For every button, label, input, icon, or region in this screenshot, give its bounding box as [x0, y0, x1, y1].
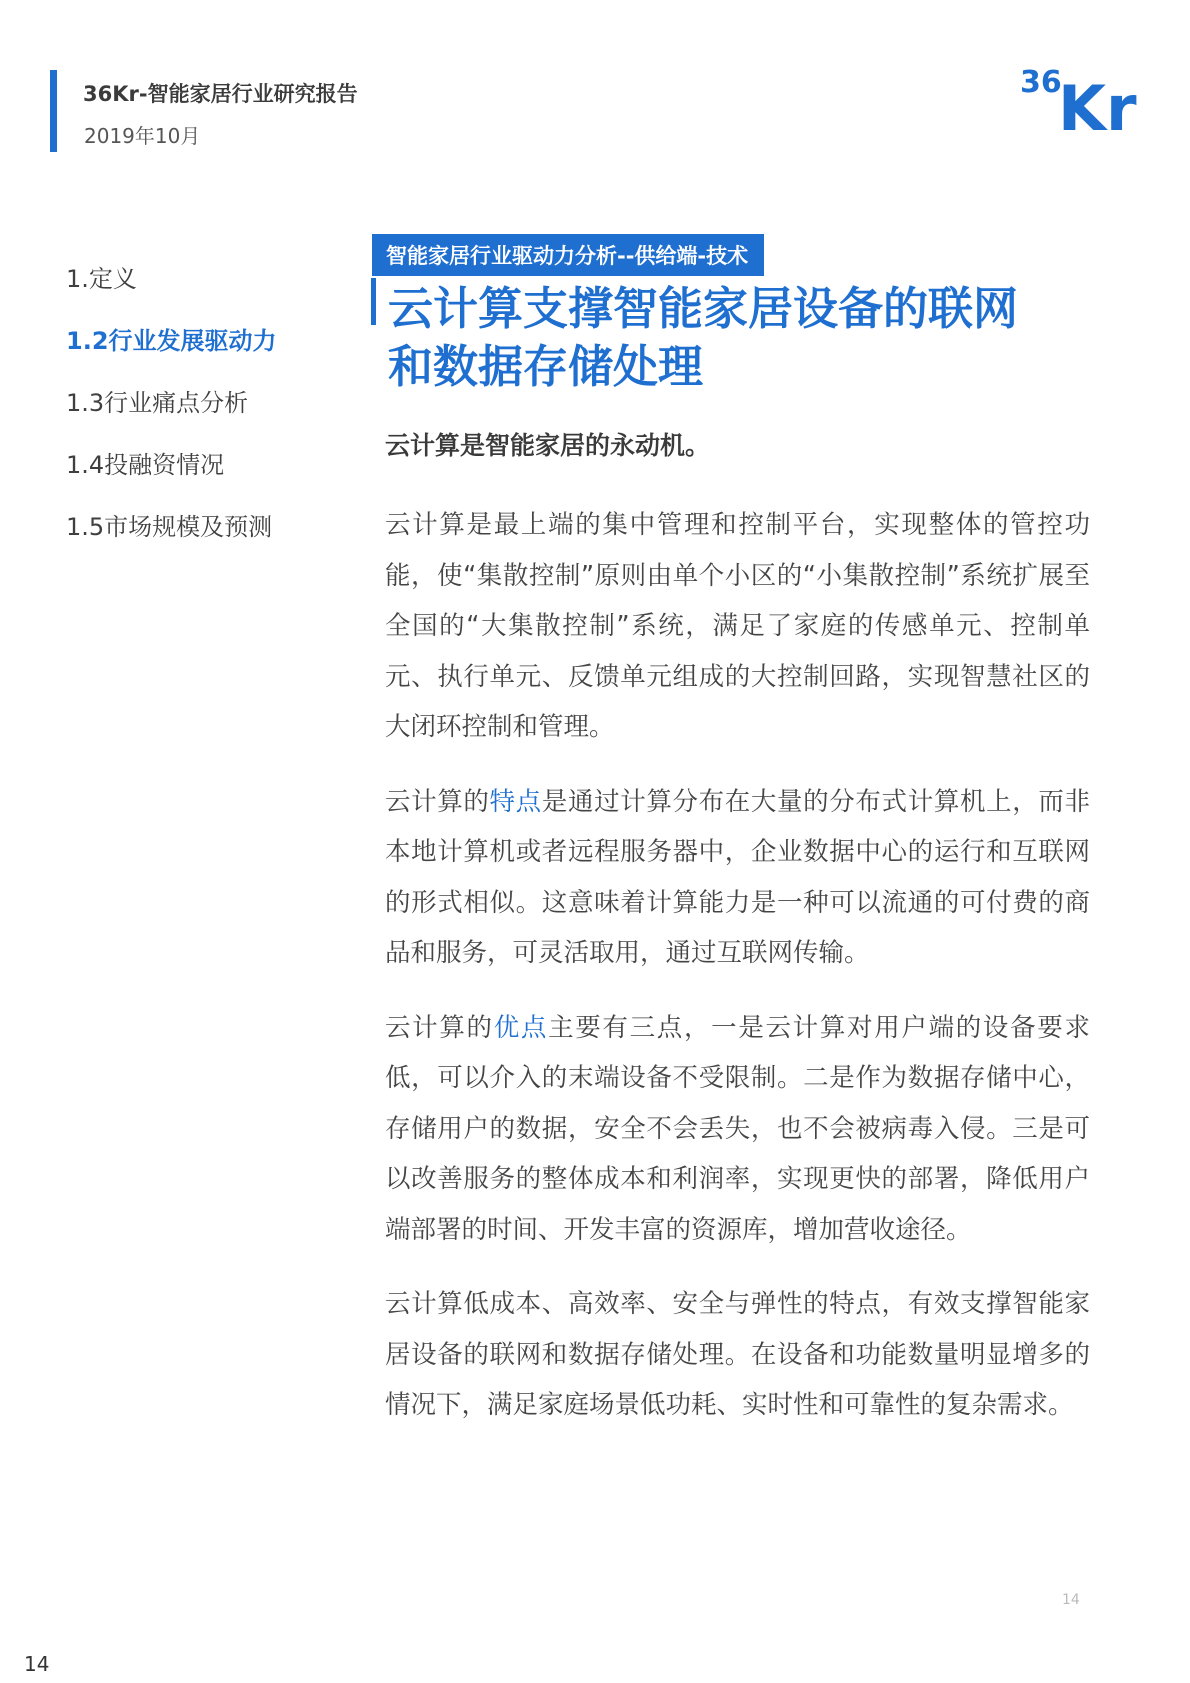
report-title: 36Kr-智能家居行业研究报告	[83, 82, 358, 106]
table-of-contents	[66, 262, 326, 572]
p3-text-post: 主要有三点，一是云计算对用户端的设备要求低，可以介入的末端设备不受限制。二是作为数据存储中心，存储用户的数据，安全不会丢失，也不会被病毒入侵。三是可以改善服务的整体成本和利润率，实现更快的部署，降低用户端部署的时间、开发丰富的资源库，增加营收途径。	[385, 1012, 1090, 1245]
toc-item-market-size[interactable]: 1.5市场规模及预测	[66, 513, 273, 541]
page-title-line-1: 云计算支撑智能家居设备的联网	[388, 282, 1019, 335]
report-date: 2019年10月	[84, 124, 201, 148]
lead-sentence: 云计算是智能家居的永动机。	[385, 431, 711, 460]
paragraph-4: 云计算低成本、高效率、安全与弹性的特点，有效支撑智能家居设备的联网和数据存储处理。在设备和功能数量明显增多的情况下，满足家庭场景低功耗、实时性和可靠性的复杂需求。	[385, 1289, 1090, 1420]
title-accent-bar	[371, 278, 376, 325]
p3-text-pre: 云计算的	[385, 1012, 494, 1043]
main-content	[385, 428, 1090, 1455]
toc-item-definition[interactable]: 1.定义	[66, 265, 137, 293]
logo-text-36: 36	[1020, 65, 1062, 100]
p3-highlight: 优点	[493, 1012, 549, 1043]
logo-text-kr: Kr	[1058, 72, 1137, 140]
paragraph-1: 云计算是最上端的集中管理和控制平台，实现整体的管控功能，使“集散控制”原则由单个小区的“小集散控制”系统扩展至全国的“大集散控制”系统，满足了家庭的传感单元、控制单元、执行单元、反馈单元组成的大控制回路，实现智慧社区的大闭环控制和管理。	[385, 510, 1090, 742]
toc-item-drivers[interactable]: 1.2行业发展驱动力	[66, 327, 277, 355]
toc-item-pain-points[interactable]: 1.3行业痛点分析	[66, 389, 249, 417]
page-number-small: 14	[1062, 1592, 1080, 1608]
page-number: 14	[24, 1652, 50, 1676]
p2-text-pre: 云计算的	[385, 786, 490, 817]
36kr-logo	[1018, 64, 1148, 140]
page-title	[388, 280, 1108, 396]
p2-highlight: 特点	[489, 786, 542, 817]
p2-text-post: 是通过计算分布在大量的分布式计算机上，而非本地计算机或者远程服务器中，企业数据中心的运行和互联网的形式相似。这意味着计算能力是一种可以流通的可付费的商品和服务，可灵活取用，通过互联网传输。	[385, 786, 1090, 968]
paragraph-2	[385, 777, 1090, 979]
section-tag: 智能家居行业驱动力分析--供给端-技术	[372, 234, 764, 276]
paragraph-3	[385, 1003, 1090, 1256]
toc-item-investment[interactable]: 1.4投融资情况	[66, 451, 225, 479]
header-accent-bar	[50, 70, 57, 152]
page-title-line-2: 和数据存储处理	[388, 340, 704, 393]
